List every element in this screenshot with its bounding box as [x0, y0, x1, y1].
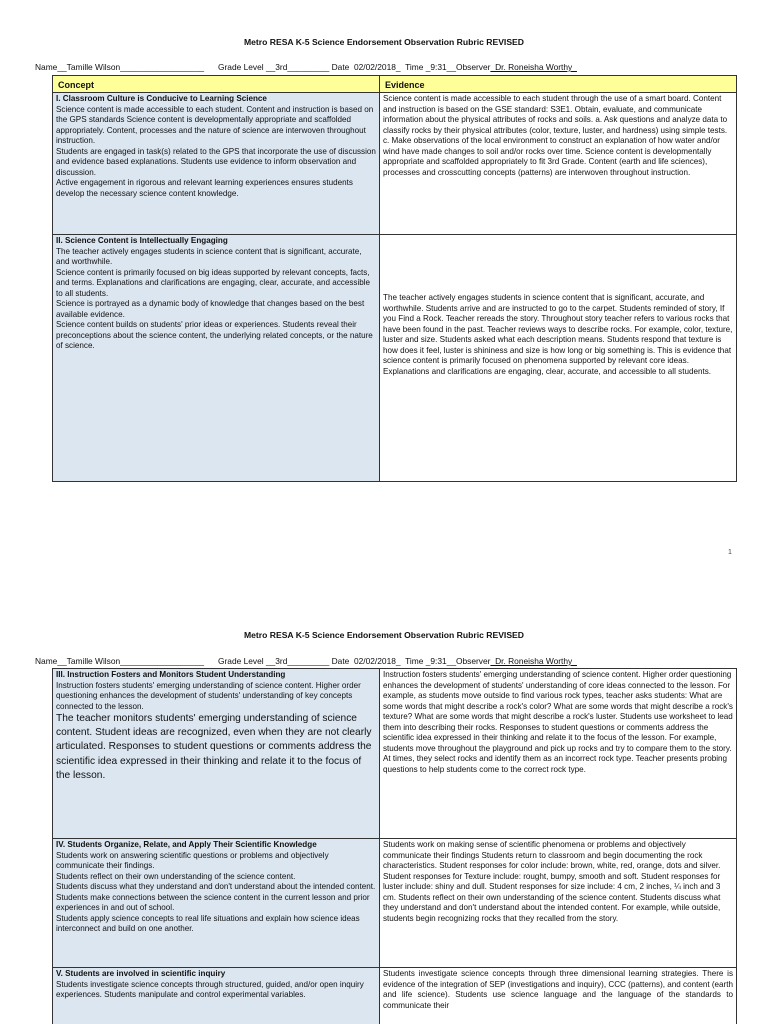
name-label: Name	[35, 656, 58, 666]
date-label: Date	[331, 656, 350, 666]
page-number: 1	[728, 549, 732, 556]
evidence-cell-organize-apply	[379, 838, 737, 968]
concept-line: Science content builds on students' prior ideas or experiences. Students reveal their preconceptions about the science content, the underlying related concepts, or the nature of science.	[56, 320, 373, 350]
date-label: Date	[331, 62, 350, 72]
section-title: I. Classroom Culture is Conducive to Learning Science	[56, 94, 267, 103]
concept-line: Science content is primarily focused on big ideas supported by relevant concepts, facts, and terms. Explanations and clarifications are engaging, clear, accurate, and accessible to all students.	[56, 267, 371, 298]
document-title-page2: Metro RESA K-5 Science Endorsement Observation Rubric REVISED	[243, 630, 524, 640]
concept-line: Students work on answering scientific questions or problems and objectively communicate their findings.	[56, 850, 329, 870]
grade-label: Grade Level	[217, 656, 264, 666]
document-title: Metro RESA K-5 Science Endorsement Observation Rubric REVISED	[243, 37, 524, 47]
concept-cell-instruction-fosters	[52, 668, 380, 839]
time-label: Time	[405, 62, 424, 72]
concept-line: Students make connections between the science content in the current lesson and prior experiences in and out of school.	[56, 892, 370, 912]
evidence-text: Instruction fosters students' emerging understanding of science content. Higher order questioning enhances the development of students' understanding of core ideas connected to the lesson. For example, as students move outside to find various rock types, teacher asks students: What are some words that might describe a rock's color? What are some words that might describe a rock's texture? What are some words that might describe a rock's luster. Students use worksheet to lead them into describing their rocks. Responses to student questions or comments address the scientific idea expressed in their thinking and relate it to the focus of the lesson. For example, students move throughout the playground and pick up rocks and try to compare them to the story. At times, they select rocks and identify them as an incorrect rock type. Teacher presents probing questions to help students come to the correct rock type.	[383, 670, 733, 774]
name-value: __Tamille Wilson__________________	[57, 656, 205, 666]
evidence-text: Students work on making sense of scientific phenomena or problems and objectively communicate their findings Students return to classroom and begin documenting the rock characteristics. Student responses for color include: brown, white, red, orange, dots and silver. Student responses for Texture include: rought, bumpy, smooth and soft. Student responses for luster include: shiny and dull. Student responses for size include: 4 cm, 2 inches, ¼ inch and 3 cm. Students reflect on their own understanding of the science content. Students discuss what they understand and don't understand about the intended content. For example, while outside, students begin recognizing rocks that they recalled from the story.	[383, 840, 721, 923]
observation-header-page2	[35, 656, 735, 666]
observer-value: _Dr. Roneisha Worthy_	[490, 62, 577, 72]
evidence-text: Students investigate science concepts through three dimensional learning strategies. There is evidence of the integration of SEP (investigations and inquiry), CCC (patterns), and content (earth and life science). Students use science language and the language of the standards to communicate their	[383, 969, 733, 1010]
concept-line: Science content is made accessible to each student. Content and instruction is based on the GPS standards Science content is developmentally appropriate and scaffolded appropriately. Content, processes and the nature of science are interwoven throughout instruction.	[56, 104, 374, 145]
evidence-cell-instruction-fosters	[379, 668, 737, 839]
grade-value: __3rd_________	[265, 62, 330, 72]
evidence-column-header: Evidence	[379, 75, 737, 93]
concept-line: Students apply science concepts to real life situations and explain how science ideas interconnect and build on one another.	[56, 913, 360, 933]
observer-label: Observer	[455, 62, 491, 72]
concept-large-text: The teacher monitors students' emerging understanding of science content. Student ideas are recognized, even when they are not clearly articulated. Responses to student questions or comments address the scientific idea expressed in their thinking and relate it to the focus of the lesson.	[56, 713, 372, 781]
concept-line: Students are engaged in task(s) related to the GPS that incorporate the use of discussion and evidence based explanations. Students use evidence to inform observation and discussion.	[56, 146, 376, 177]
evidence-text: Science content is made accessible to each student through the use of a smart board. Content and instruction is based on the GSE standard: S3E1. Obtain, evaluate, and communicate information about the physical attributes of rocks and soils. a. Ask questions and analyze data to classify rocks by their physical attributes (color, texture, luster, and hardness) using simple tests. c. Make observations of the local environment to construct an explanation of how water and/or wind have made changes to soil and/or rocks over time. Science content is developmentally appropriate and scaffolded appropriately to fit 3rd Grade. Content (earth and life sciences), processes and crosscutting concepts (patterns) are interwoven throughout instruction.	[383, 94, 728, 177]
section-title: II. Science Content is Intellectually Engaging	[56, 236, 228, 245]
evidence-cell-content-engaging	[379, 234, 737, 482]
concept-line: Science is portrayed as a dynamic body of knowledge that changes based on the best available evidence.	[56, 299, 365, 319]
evidence-cell-scientific-inquiry	[379, 967, 737, 1024]
concept-cell-classroom-culture	[52, 92, 380, 235]
concept-line: Students discuss what they understand and don't understand about the intended content.	[56, 882, 376, 891]
concept-line: Active engagement in rigorous and relevant learning experiences ensures students develop the necessary science content knowledge.	[56, 178, 353, 198]
evidence-cell-classroom-culture	[379, 92, 737, 235]
concept-cell-organize-apply	[52, 838, 380, 968]
time-value: _9:31__	[425, 656, 456, 666]
observer-value: _Dr. Roneisha Worthy_	[490, 656, 577, 666]
concept-column-header: Concept	[52, 75, 380, 93]
section-title: V. Students are involved in scientific inquiry	[56, 969, 226, 978]
concept-line: Instruction fosters students' emerging understanding of science content. Higher order questioning enhances the development of students' understanding of key concepts connected to the lesson.	[56, 680, 361, 711]
concept-line: Students reflect on their own understanding of the science content.	[56, 871, 296, 881]
concept-cell-content-engaging	[52, 234, 380, 482]
time-label: Time	[405, 656, 424, 666]
observation-header	[35, 62, 735, 72]
grade-label: Grade Level	[217, 62, 264, 72]
name-value: __Tamille Wilson__________________	[57, 62, 205, 72]
section-title: IV. Students Organize, Relate, and Apply Their Scientific Knowledge	[56, 840, 317, 849]
concept-line: Students investigate science concepts through structured, guided, and/or open inquiry experiences. Students manipulate and control experimental variables.	[56, 979, 364, 999]
observer-label: Observer	[455, 656, 491, 666]
section-title: III. Instruction Fosters and Monitors Student Understanding	[56, 670, 286, 679]
date-value: 02/02/2018_	[353, 656, 401, 666]
time-value: _9:31__	[425, 62, 456, 72]
name-label: Name	[35, 62, 58, 72]
concept-cell-scientific-inquiry	[52, 967, 380, 1024]
evidence-text: The teacher actively engages students in science content that is significant, accurate, and worthwhile. Students arrive and are instructed to go to the carpet. Students reminded of story, If you Find a Rock. Teacher rereads the story. Throughout story teacher refers to various rocks that have been found in the past. Teacher reviews ways to describe rocks. For example, color, texture, luster and size. Students asked what each description means. Students respond that texture is how does it feel, luster is shininess and size is how long or big something is. This is evidence that science content is primarily focused on phenomena supported by relevant core ideas. Explanations and clarifications are engaging, clear, accurate, and accessible to all students.	[383, 293, 733, 376]
concept-line: The teacher actively engages students in science content that is significant, accurate, and worthwhile.	[56, 246, 362, 266]
date-value: 02/02/2018_	[353, 62, 401, 72]
grade-value: __3rd_________	[265, 656, 330, 666]
